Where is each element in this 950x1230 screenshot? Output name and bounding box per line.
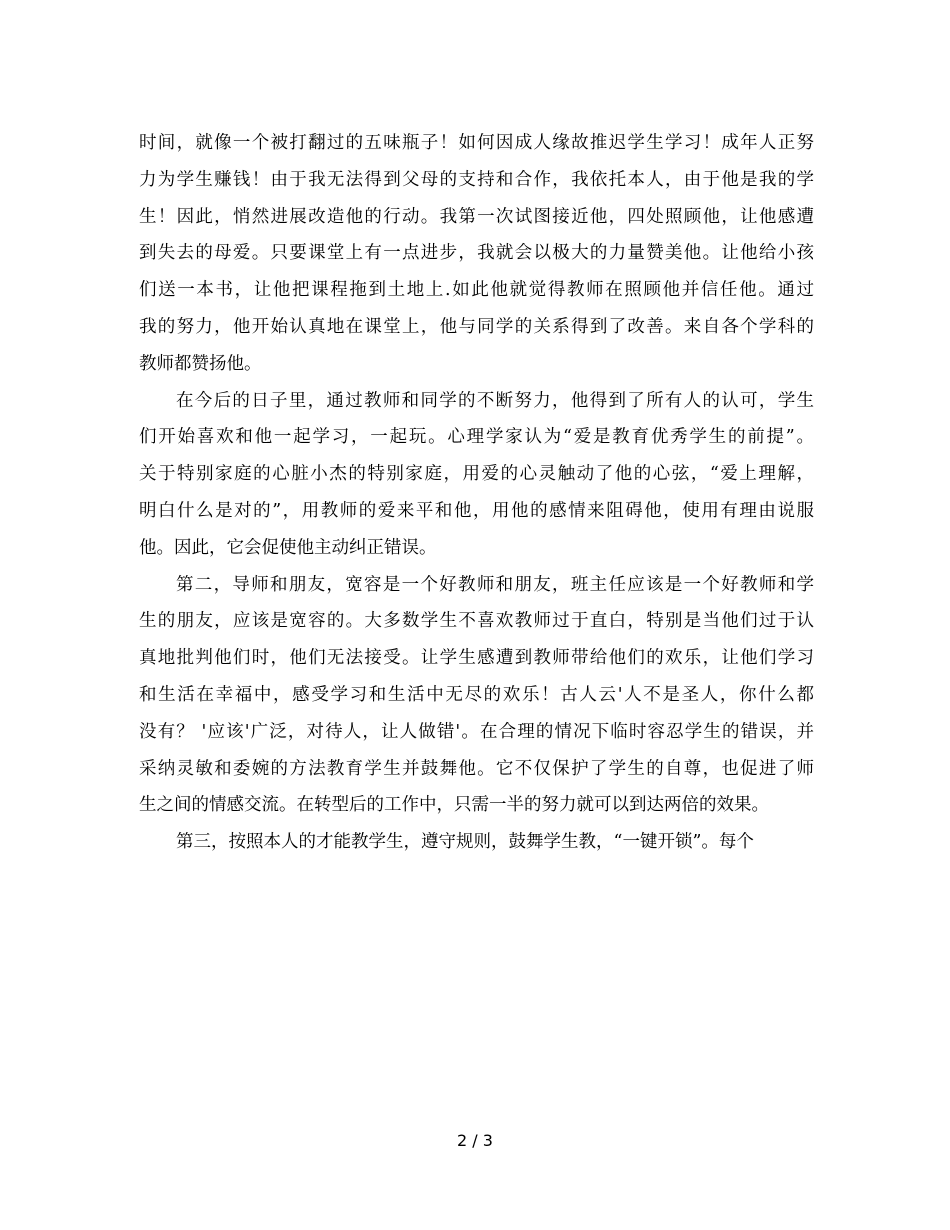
text-line: 们送一本书，让他把课程拖到土地上.如此他就觉得教师在照顾他并信任他。通过 [139,280,814,301]
document-body [139,125,814,861]
text-line: 们开始喜欢和他一起学习，一起玩。心理学家认为“爱是教育优秀学生的前提”。 [139,427,814,448]
text-line: 明白什么是对的”，用教师的爱来平和他，用他的感情来阻碍他，使用有理由说服 [139,500,814,521]
paragraph [139,383,814,567]
text-line: 力为学生赚钱！由于我无法得到父母的支持和合作，我依托本人，由于他是我的学 [139,169,814,190]
text-line: 没有？ '应该'广泛，对待人，让人做错'。在合理的情况下临时容忍学生的错误，并 [139,721,814,742]
text-line: 生的朋友，应该是宽容的。大多数学生不喜欢教师过于直白，特别是当他们过于认 [139,611,814,632]
paragraph [139,125,814,383]
text-line: 和生活在幸福中，感受学习和生活中无尽的欢乐！古人云'人不是圣人，你什么都 [139,684,814,705]
text-line: 生之间的情感交流。在转型后的工作中，只需一半的努力就可以到达两倍的效果。 [139,795,769,816]
text-line: 关于特别家庭的心脏小杰的特别家庭，用爱的心灵触动了他的心弦，“爱上理解， [139,464,814,485]
text-line: 时间，就像一个被打翻过的五味瓶子！如何因成人缘故推迟学生学习！成年人正努 [139,133,814,153]
paragraph [139,824,814,861]
text-line: 第三，按照本人的才能教学生，遵守规则，鼓舞学生教，“一键开锁”。每个 [176,832,754,853]
text-line: 他。因此，它会促使他主动纠正错误。 [139,537,437,558]
page-number: 2 / 3 [457,1131,493,1150]
text-line: 到失去的母爱。只要课堂上有一点进步，我就会以极大的力量赞美他。让他给小孩 [139,243,814,264]
text-line: 采纳灵敏和委婉的方法教育学生并鼓舞他。它不仅保护了学生的自尊，也促进了师 [139,758,814,779]
text-line: 第二，导师和朋友，宽容是一个好教师和朋友，班主任应该是一个好教师和学 [176,574,814,595]
text-line: 在今后的日子里，通过教师和同学的不断努力，他得到了所有人的认可，学生 [176,390,814,411]
text-line: 我的努力，他开始认真地在课堂上，他与同学的关系得到了改善。来自各个学科的 [139,316,814,337]
text-line: 真地批判他们时，他们无法接受。让学生感遭到教师带给他们的欢乐，让他们学习 [139,648,814,669]
paragraph [139,567,814,825]
text-line: 教师都赞扬他。 [139,353,262,374]
text-line: 生！因此，悄然进展改造他的行动。我第一次试图接近他，四处照顾他，让他感遭 [139,206,814,227]
